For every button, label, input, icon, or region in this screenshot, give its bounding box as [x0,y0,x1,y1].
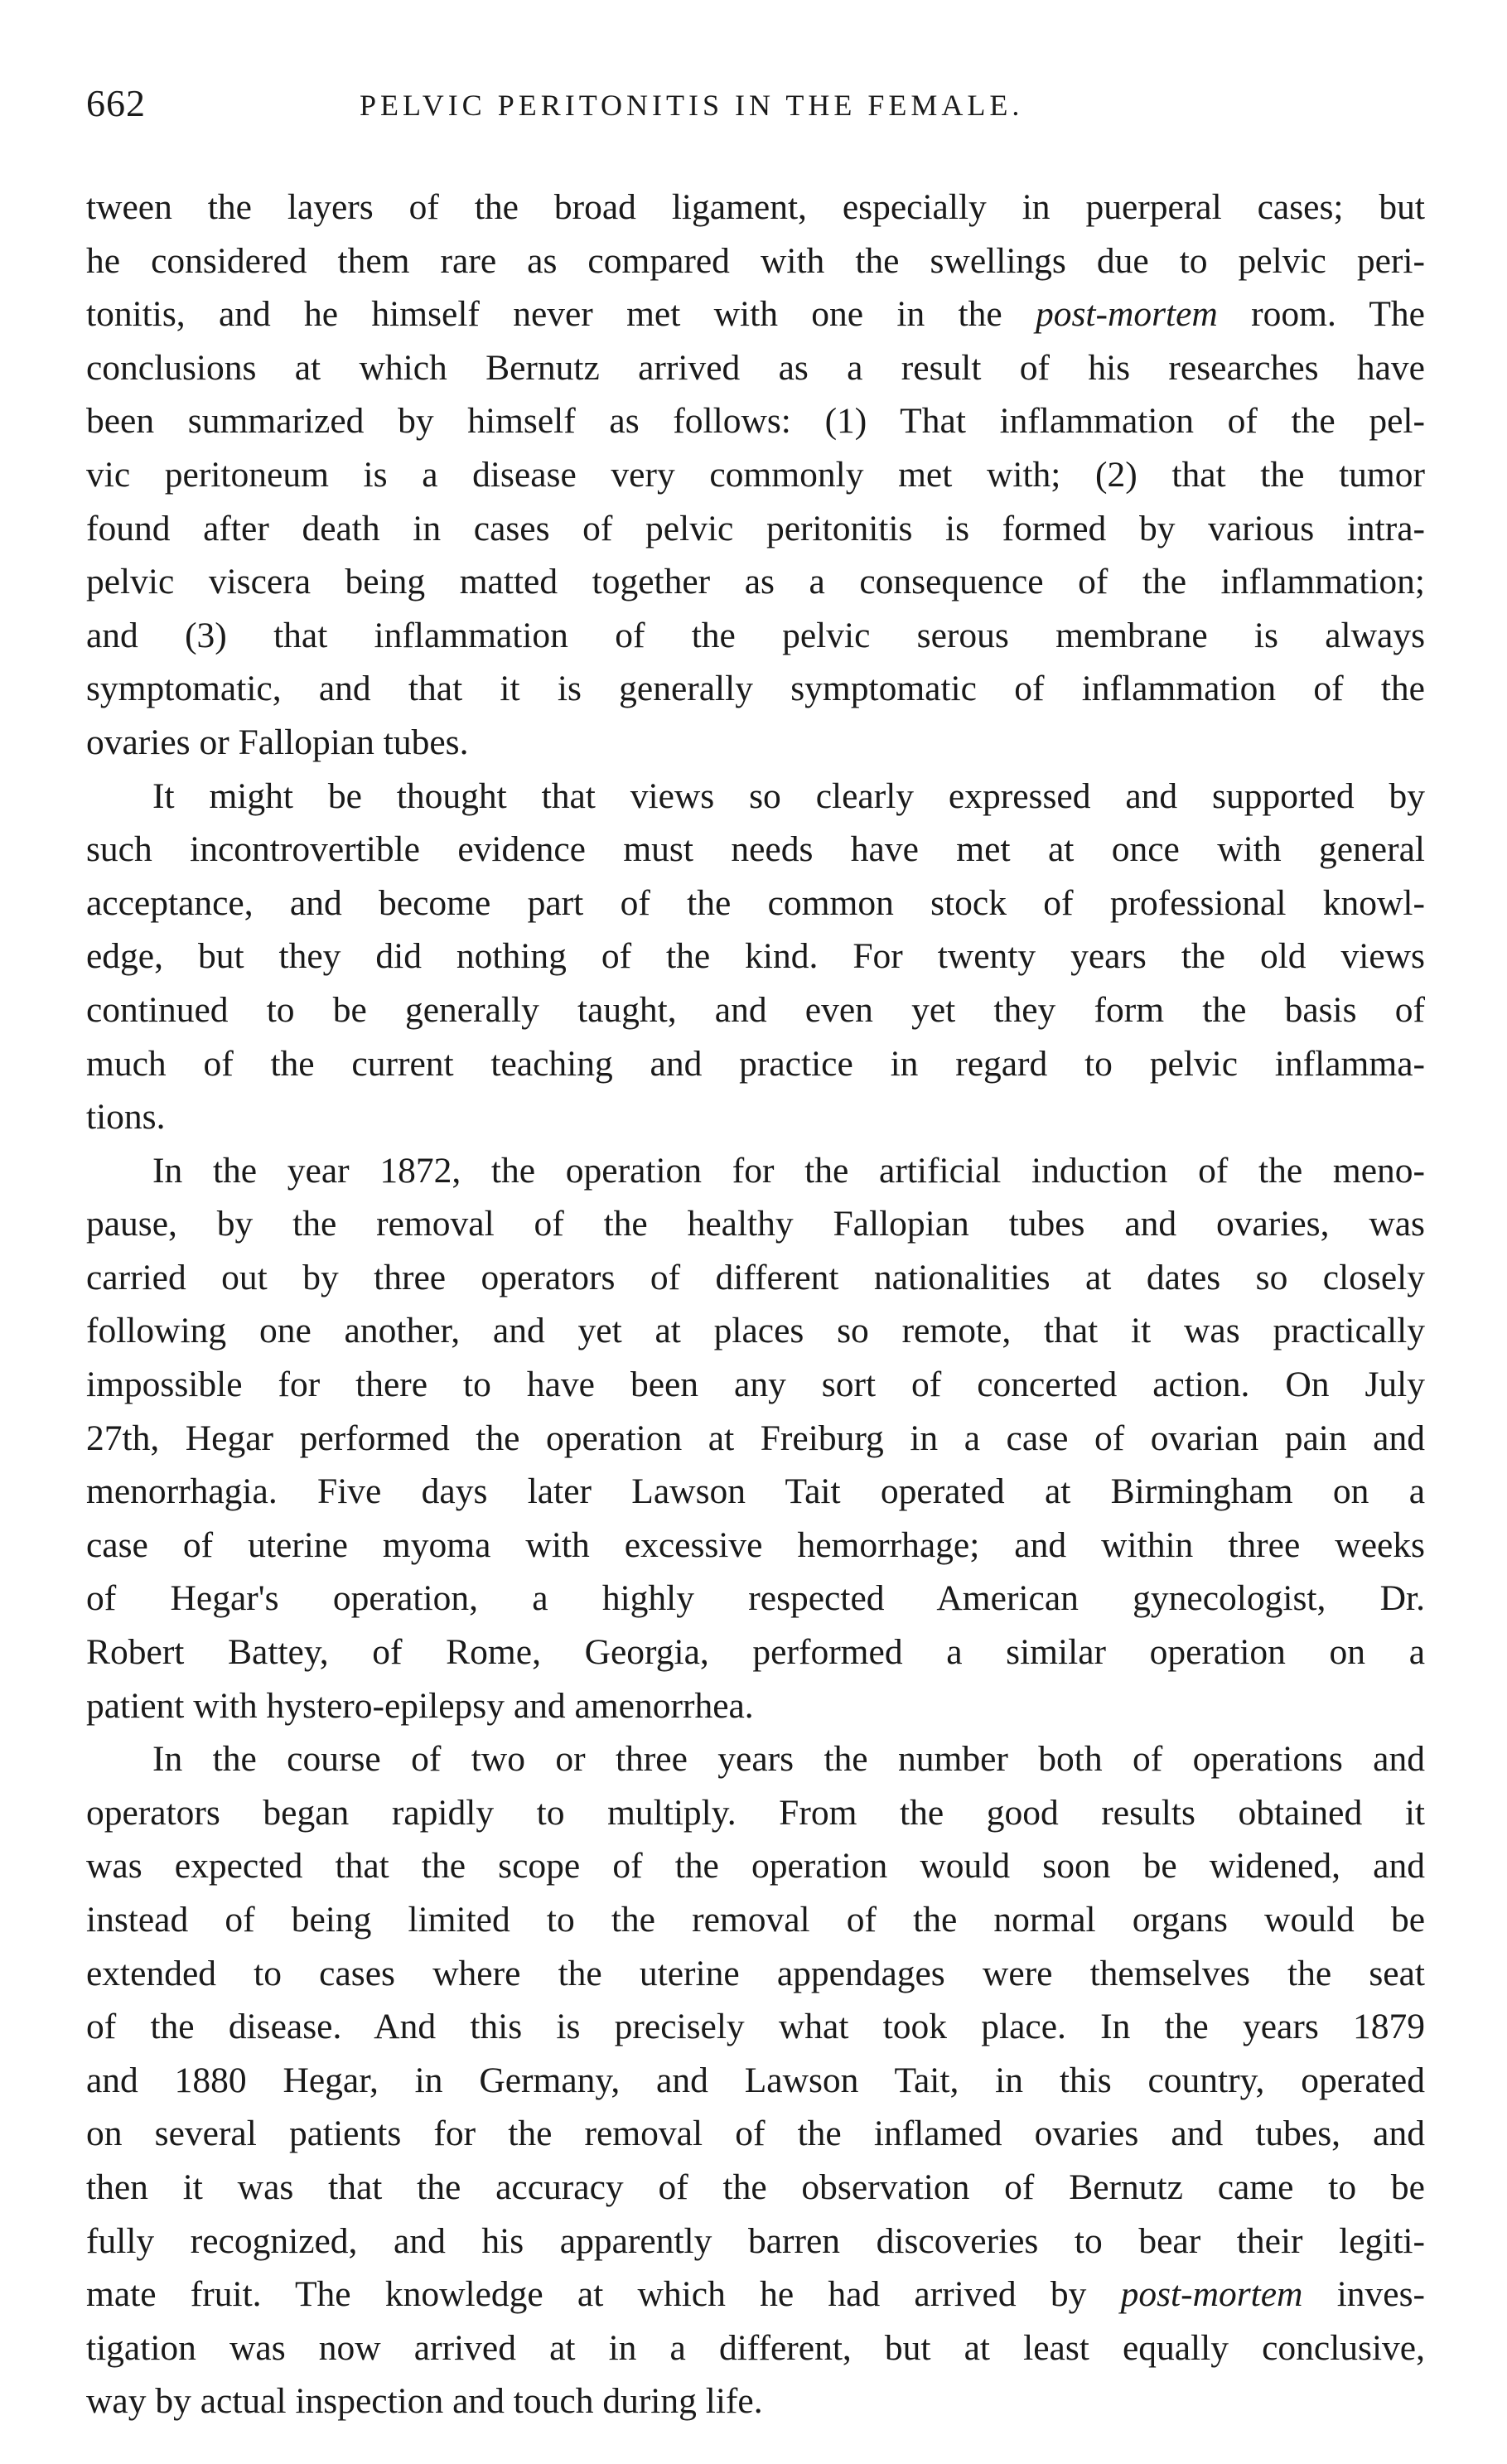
text-line: acceptance, and become part of the common stock of professional knowl- [86,882,1425,923]
text-line: continued to be generally taught, and even yet they form the basis of [86,989,1425,1030]
text-line: extended to cases where the uterine appendages were themselves the seat [86,1953,1425,1993]
text-line: way by actual inspection and touch during life. [86,2381,763,2422]
text-line: tonitis, and he himself never met with one in the post-mortem room. The [86,294,1425,335]
running-title: PELVIC PERITONITIS IN THE FEMALE. [360,89,1024,122]
text-line: following one another, and yet at places so remote, that it was practically [86,1311,1425,1351]
text-line: edge, but they did nothing of the kind. For twenty years the old views [86,936,1425,977]
text-line: patient with hystero-epilepsy and amenorrhea. [86,1685,754,1726]
paragraph [86,181,1425,770]
paragraph [86,1144,1425,1733]
text-line: been summarized by himself as follows: (1) That inflammation of the pel- [86,401,1425,442]
text-line: tions. [86,1097,166,1138]
text-line: pause, by the removal of the healthy Fallopian tubes and ovaries, was [86,1204,1425,1244]
text-line: then it was that the accuracy of the observation of Bernutz came to be [86,2167,1425,2207]
text-line: found after death in cases of pelvic peritonitis is formed by various intra- [86,508,1425,548]
text-line: menorrhagia. Five days later Lawson Tait operated at Birmingham on a [86,1471,1425,1512]
text-line: instead of being limited to the removal of the normal organs would be [86,1900,1425,1940]
text-line: operators began rapidly to multiply. From the good results obtained it [86,1792,1425,1833]
text-line: In the course of two or three years the number both of operations and [152,1739,1425,1780]
text-line: In the year 1872, the operation for the artificial induction of the meno- [152,1150,1425,1191]
text-line: carried out by three operators of different nationalities at dates so closely [86,1257,1425,1297]
paragraph [86,770,1425,1144]
text-line: ovaries or Fallopian tubes. [86,722,469,762]
text-line: on several patients for the removal of the inflamed ovaries and tubes, and [86,2114,1425,2154]
text-line: case of uterine myoma with excessive hemorrhage; and within three weeks [86,1524,1425,1565]
page-number: 662 [86,82,146,124]
text-line: of the disease. And this is precisely what took place. In the years 1879 [86,2007,1425,2047]
text-line: Robert Battey, of Rome, Georgia, performed a similar operation on a [86,1632,1425,1673]
text-line: much of the current teaching and practice in regard to pelvic inflamma- [86,1043,1425,1084]
text-line: pelvic viscera being matted together as a consequence of the inflammation; [86,562,1425,602]
text-line: symptomatic, and that it is generally symptomatic of inflammation of the [86,669,1425,709]
text-line: and (3) that inflammation of the pelvic serous membrane is always [86,615,1425,655]
body-text [86,181,1425,2428]
text-line: he considered them rare as compared with the swellings due to pelvic peri- [86,240,1425,281]
text-line: tween the layers of the broad ligament, especially in puerperal cases; but [86,187,1425,227]
text-line: It might be thought that views so clearly expressed and supported by [152,775,1425,816]
text-line: mate fruit. The knowledge at which he had arrived by post-mortem inves- [86,2274,1426,2315]
running-head [86,81,1437,131]
text-line: conclusions at which Bernutz arrived as a result of his researches have [86,347,1425,388]
text-line: 27th, Hegar performed the operation at Freiburg in a case of ovarian pain and [86,1418,1425,1458]
text-line: fully recognized, and his apparently barren discoveries to bear their legiti- [86,2220,1425,2261]
text-line: and 1880 Hegar, in Germany, and Lawson Tait, in this country, operated [86,2060,1425,2100]
text-line: tigation was now arrived at in a different, but at least equally conclusive, [86,2327,1425,2368]
text-line: vic peritoneum is a disease very commonly met with; (2) that the tumor [86,454,1425,495]
text-line: of Hegar's operation, a highly respected American gynecologist, Dr. [86,1578,1425,1619]
text-line: impossible for there to have been any sort of concerted action. On July [86,1365,1425,1405]
text-line: such incontrovertible evidence must needs have met at once with general [86,829,1425,870]
text-line: was expected that the scope of the operation would soon be widened, and [86,1846,1425,1887]
paragraph [86,1732,1425,2428]
